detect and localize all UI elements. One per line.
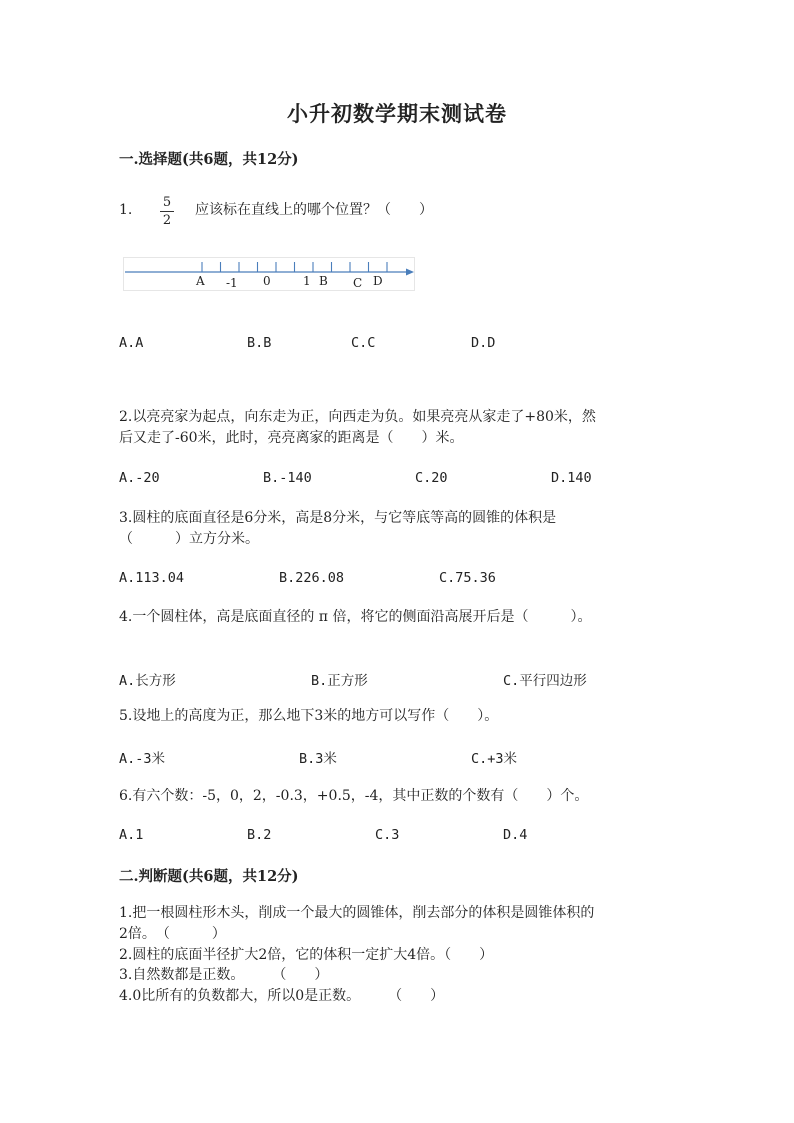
section-heading-choice: 一.选择题(共6题，共12分) [119,151,299,168]
label-B: B [319,274,328,288]
q1-option-d[interactable]: D.D [471,335,496,351]
q4-text: 4.一个圆柱体，高是底面直径的 π 倍，将它的侧面沿高展开后是（ ）。 [119,609,592,625]
q2-text-line1: 2.以亮亮家为起点，向东走为正，向西走为负。如果亮亮从家走了+80米，然 [119,409,596,425]
judge-item-2: 2.圆柱的底面半径扩大2倍，它的体积一定扩大4倍。（ ） [119,947,494,963]
q3-option-c[interactable]: C.75.36 [439,570,496,586]
q6-option-c[interactable]: C.3 [375,827,400,843]
q1-option-b[interactable]: B.B [247,335,272,351]
judge-item-3: 3.自然数都是正数。 （ ） [119,967,329,983]
q5-option-b[interactable]: B.3米 [299,751,337,767]
label-0: 0 [263,274,271,288]
q2-text-line2: 后又走了-60米，此时，亮亮离家的距离是（ ）米。 [119,430,464,446]
q5-option-c[interactable]: C.+3米 [471,751,518,767]
q2-option-d[interactable]: D.140 [551,470,592,486]
q2-option-b[interactable]: B.-140 [263,470,312,486]
label-neg1: -1 [226,276,238,290]
q4-option-a[interactable]: A.长方形 [119,673,176,689]
q6-text: 6.有六个数：-5，0，2，-0.3，+0.5，-4，其中正数的个数有（ ）个。 [119,788,589,804]
q1-fraction [160,195,174,228]
q4-option-c[interactable]: C.平行四边形 [503,673,587,689]
page-title: 小升初数学期末测试卷 [287,101,507,126]
q1-number: 1. [119,202,133,218]
fraction-denominator: 2 [162,213,172,228]
label-1: 1 [303,274,311,288]
q1-option-a[interactable]: A.A [119,335,144,351]
judge-item-1-cont: 2倍。 （ ） [119,926,226,942]
judge-item-1: 1.把一根圆柱形木头，削成一个最大的圆锥体，削去部分的体积是圆锥体积的 [119,905,595,921]
fraction-numerator: 5 [160,195,174,212]
q6-option-a[interactable]: A.1 [119,827,144,843]
q1-text: 应该标在直线上的哪个位置？（ ） [195,202,433,218]
judge-item-4: 4.0比所有的负数都大，所以0是正数。 （ ） [119,988,445,1004]
label-D: D [373,274,383,288]
label-C: C [353,276,363,290]
q1-option-c[interactable]: C.C [351,335,376,351]
q6-option-d[interactable]: D.4 [503,827,528,843]
label-A: A [196,274,205,288]
q6-option-b[interactable]: B.2 [247,827,272,843]
q3-option-b[interactable]: B.226.08 [279,570,345,586]
q5-text: 5.设地上的高度为正，那么地下3米的地方可以写作（ ）。 [119,708,499,724]
tick-marks [202,262,387,272]
q4-option-b[interactable]: B.正方形 [311,673,368,689]
q2-option-c[interactable]: C.20 [415,470,448,486]
q5-option-a[interactable]: A.-3米 [119,751,166,767]
q3-text-line2: （ ）立方分米。 [119,531,259,547]
q3-text-line1: 3.圆柱的底面直径是6分米，高是8分米，与它等底等高的圆锥的体积是 [119,510,557,526]
q3-option-a[interactable]: A.113.04 [119,570,185,586]
arrow-right-icon [406,269,414,276]
section-heading-judge: 二.判断题(共6题，共12分) [119,868,299,885]
number-line-figure [123,257,415,291]
q2-option-a[interactable]: A.-20 [119,470,160,486]
